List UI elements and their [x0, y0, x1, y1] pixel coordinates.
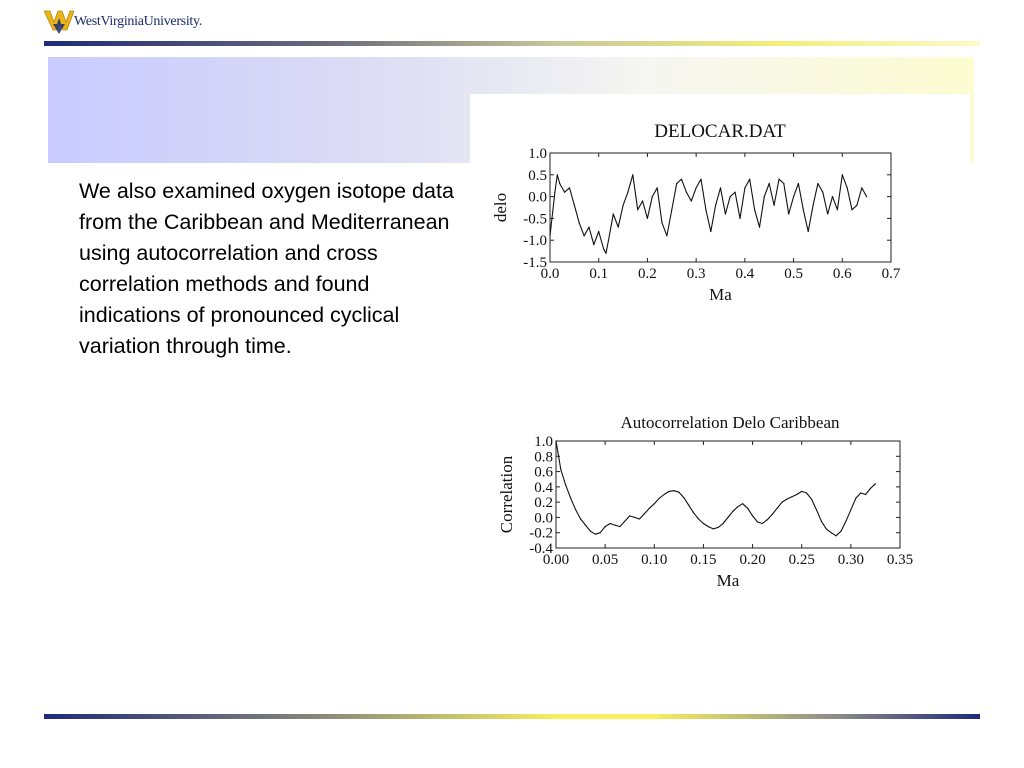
autocorr-chart-y-tick-label: -0.4 [529, 541, 553, 557]
autocorrelation-chart [470, 364, 970, 614]
delo-chart-x-axis-label: Ma [709, 285, 732, 304]
delo-chart-data-point [725, 213, 726, 214]
autocorr-chart-data-point [565, 485, 566, 486]
autocorr-chart-plot-frame [556, 441, 900, 548]
autocorr-chart-data-point [614, 525, 615, 526]
autocorr-chart-x-tick-label: 0.20 [739, 552, 766, 568]
delo-chart-data-point [744, 187, 745, 188]
figure-panel [470, 94, 970, 624]
delo-chart-data-point [632, 174, 633, 175]
autocorr-chart-data-point [723, 523, 724, 524]
delo-chart-x-tick-label: 0.7 [881, 266, 901, 282]
autocorr-chart-data-point [757, 521, 758, 522]
autocorr-chart-data-point [870, 488, 871, 489]
delo-chart-data-point [584, 235, 585, 236]
delo-chart-data-point [808, 231, 809, 232]
autocorr-chart-data-point [644, 513, 645, 514]
delo-chart-data-point [847, 187, 848, 188]
delo-chart-data-point [676, 183, 677, 184]
delo-chart-x-tick-label: 0.5 [784, 266, 803, 282]
autocorr-chart-data-point [845, 521, 846, 522]
autocorr-chart-data-point [654, 503, 655, 504]
delo-chart-data-point [739, 218, 740, 219]
delo-chart-x-tick-label: 0.4 [735, 266, 755, 282]
logo-text: WestVirginiaUniversity. [74, 14, 203, 29]
autocorr-chart-data-point [610, 523, 611, 524]
autocorr-chart-data-point [821, 521, 822, 522]
delo-chart-data-point [588, 227, 589, 228]
autocorr-chart-data-point [767, 519, 768, 520]
delo-chart-data-point [700, 179, 701, 180]
delo-chart-data-point [647, 218, 648, 219]
delo-chart-data-point [579, 222, 580, 223]
autocorr-chart-y-axis-label: Correlation [497, 455, 516, 534]
autocorr-chart-x-axis-label: Ma [716, 571, 740, 590]
autocorr-chart-x-tick-label: 0.25 [788, 552, 815, 568]
autocorr-chart-data-point [619, 526, 620, 527]
delo-chart-data-point [710, 231, 711, 232]
delo-chart-data-point [715, 205, 716, 206]
delo-chart-data-point [559, 183, 560, 184]
delo-chart-data-point [681, 179, 682, 180]
delo-chart-data-point [851, 209, 852, 210]
autocorr-chart-data-point [668, 491, 669, 492]
autocorr-chart-data-point [791, 496, 792, 497]
delo-chart-y-tick-label: 0.0 [528, 189, 547, 206]
autocorr-chart-data-point [752, 515, 753, 516]
autocorr-chart-data-point [580, 518, 581, 519]
delo-chart-x-tick-label: 0.6 [832, 266, 852, 282]
delo-chart-data-point [671, 209, 672, 210]
autocorr-chart-data-point [860, 492, 861, 493]
autocorr-chart-data-point [762, 523, 763, 524]
autocorr-chart-data-point [570, 498, 571, 499]
autocorr-chart-data-point [806, 492, 807, 493]
delo-chart-data-point [642, 200, 643, 201]
delo-chart-x-tick-label: 0.2 [638, 266, 657, 282]
delo-chart-data-point [735, 192, 736, 193]
autocorr-chart-data-point [708, 526, 709, 527]
autocorr-chart-data-point [747, 508, 748, 509]
autocorr-chart-data-point [629, 515, 630, 516]
delo-chart-data-point [783, 183, 784, 184]
autocorr-chart-data-point [639, 518, 640, 519]
delo-chart-data-point [798, 183, 799, 184]
autocorr-chart-data-point [595, 534, 596, 535]
delo-chart-data-point [554, 192, 555, 193]
autocorr-chart-data-point [811, 499, 812, 500]
delo-chart-data-point [754, 209, 755, 210]
body-paragraph: We also examined oxygen isotope data from the Caribbean and Mediterranean using autocorrelation and cross correlation methods and found indications of pronounced cyclical variation through time. [79, 179, 454, 358]
delo-chart-data-point [832, 196, 833, 197]
autocorr-chart-data-point [649, 508, 650, 509]
autocorr-chart-data-point [831, 532, 832, 533]
delo-chart-data-point [613, 213, 614, 214]
autocorr-chart-data-point [600, 532, 601, 533]
delo-chart-data-point [730, 196, 731, 197]
delo-chart-data-point [856, 205, 857, 206]
autocorr-chart-data-point [782, 502, 783, 503]
autocorr-chart-title: Autocorrelation Delo Caribbean [620, 413, 840, 432]
delo-chart-x-tick-label: 0.1 [589, 266, 609, 282]
autocorr-chart-data-point [605, 526, 606, 527]
delo-chart-data-point [608, 240, 609, 241]
delo-chart-data-point [549, 235, 550, 236]
delo-chart-y-tick-label: -0.5 [523, 211, 547, 228]
delo-chart-data-point [557, 174, 558, 175]
delo-chart-data-point [564, 192, 565, 193]
autocorr-chart-data-point [826, 528, 827, 529]
delo-chart-y-axis-label: delo [491, 192, 510, 223]
autocorr-chart-data-point [732, 511, 733, 512]
delo-chart-data-point [652, 196, 653, 197]
delo-chart-data-point [574, 205, 575, 206]
autocorr-chart-data-point [840, 531, 841, 532]
delo-chart-data-point [827, 213, 828, 214]
autocorr-chart-y-tick-label: 1.0 [534, 434, 553, 450]
delo-chart-data-point [817, 183, 818, 184]
delo-chart-y-tick-label: -1.0 [523, 233, 547, 250]
delo-chart-data-point [661, 222, 662, 223]
delo-chart-data-point [803, 209, 804, 210]
autocorr-chart-data-point [624, 521, 625, 522]
autocorr-chart-y-tick-label: 0.4 [534, 479, 553, 496]
autocorr-chart-x-tick-label: 0.15 [690, 552, 717, 568]
flying-wv-logo-icon [44, 8, 74, 34]
delo-chart-data-point [618, 227, 619, 228]
delo-chart-data-point [637, 209, 638, 210]
delo-chart-data-point [666, 235, 667, 236]
autocorr-chart-data-point [555, 440, 556, 441]
delo-chart-data-point [769, 183, 770, 184]
autocorr-chart-data-point [737, 506, 738, 507]
autocorr-chart-data-point [693, 512, 694, 513]
autocorr-chart-data-point [673, 490, 674, 491]
autocorr-chart-y-tick-label: 0.8 [534, 449, 553, 466]
delo-chart-x-tick-label: 0.3 [686, 266, 706, 282]
autocorr-chart-data-point [560, 469, 561, 470]
autocorr-chart-x-tick-label: 0.00 [542, 552, 570, 568]
autocorr-chart-data-point [688, 505, 689, 506]
delo-chart-data-point [842, 174, 843, 175]
autocorr-chart-data-point [634, 517, 635, 518]
autocorr-chart-data-point [727, 517, 728, 518]
autocorr-chart-x-tick-label: 0.35 [886, 552, 914, 568]
delo-chart-data-point [778, 179, 779, 180]
delo-chart-data-point [759, 227, 760, 228]
autocorr-chart-y-tick-label: 0.6 [534, 464, 553, 481]
autocorr-chart-x-tick-label: 0.05 [592, 552, 619, 568]
header-rule [44, 41, 980, 46]
delo-chart-data-point [774, 205, 775, 206]
autocorr-chart-y-tick-label: 0.0 [534, 510, 553, 527]
footer-rule [44, 714, 980, 719]
delo-chart-plot-frame [550, 153, 891, 262]
autocorr-chart-data-point [659, 498, 660, 499]
delo-chart-data-point [623, 205, 624, 206]
autocorr-chart-data-point [585, 525, 586, 526]
delo-chart-x-tick-label: 0.0 [540, 266, 560, 282]
delo-chart-data-point [788, 213, 789, 214]
delo-chart-data-point [866, 196, 867, 197]
delo-chart-y-tick-label: 1.0 [528, 146, 547, 162]
delo-chart-data-point [598, 231, 599, 232]
delo-chart-title: DELOCAR.DAT [654, 121, 786, 142]
autocorr-chart-data-point [742, 503, 743, 504]
autocorr-chart-data-point [796, 494, 797, 495]
autocorr-chart-data-point [713, 528, 714, 529]
autocorr-chart-data-point [772, 514, 773, 515]
autocorr-chart-x-tick-label: 0.10 [641, 552, 668, 568]
autocorr-chart-data-point [777, 508, 778, 509]
delo-chart-data-point [569, 187, 570, 188]
delo-chart-data-point [705, 209, 706, 210]
delo-chart-data-point [686, 192, 687, 193]
delo-time-series-chart [470, 94, 970, 334]
delo-chart-data-point [603, 248, 604, 249]
autocorr-chart-data-point [575, 509, 576, 510]
autocorr-chart-data-point [816, 509, 817, 510]
delo-chart-data-point [720, 187, 721, 188]
delo-chart-data-point [657, 187, 658, 188]
delo-chart-data-point [837, 209, 838, 210]
delo-chart-data-point [593, 244, 594, 245]
delo-chart-data-point [764, 196, 765, 197]
delo-chart-data-point [605, 253, 606, 254]
delo-chart-data-point [822, 192, 823, 193]
delo-chart-data-point [627, 192, 628, 193]
autocorr-chart-x-tick-label: 0.30 [837, 552, 864, 568]
delo-chart-data-point [749, 179, 750, 180]
delo-chart-data-point [691, 200, 692, 201]
delo-chart-y-tick-label: -1.5 [523, 255, 547, 271]
autocorr-chart-data-point [786, 499, 787, 500]
autocorr-chart-data-point [718, 527, 719, 528]
delo-chart-data-point [861, 187, 862, 188]
autocorr-chart-data-point [855, 498, 856, 499]
autocorr-chart-data-point [801, 491, 802, 492]
delo-chart-data-point [696, 187, 697, 188]
delo-chart-y-tick-label: 0.5 [528, 167, 547, 184]
autocorr-chart-data-point [865, 494, 866, 495]
delo-chart-series-line-0 [550, 175, 867, 254]
autocorr-chart-data-point [683, 497, 684, 498]
autocorr-chart-data-point [836, 535, 837, 536]
autocorr-chart-data-point [698, 518, 699, 519]
autocorr-chart-data-point [850, 509, 851, 510]
autocorr-chart-data-point [875, 483, 876, 484]
delo-chart-data-point [793, 196, 794, 197]
autocorr-chart-data-point [664, 494, 665, 495]
autocorr-chart-data-point [678, 492, 679, 493]
autocorr-chart-data-point [703, 523, 704, 524]
autocorr-chart-y-tick-label: 0.2 [534, 495, 553, 512]
autocorr-chart-data-point [590, 531, 591, 532]
autocorr-chart-y-tick-label: -0.2 [529, 525, 553, 542]
delo-chart-data-point [813, 205, 814, 206]
autocorr-chart-series-line-0 [556, 441, 875, 536]
